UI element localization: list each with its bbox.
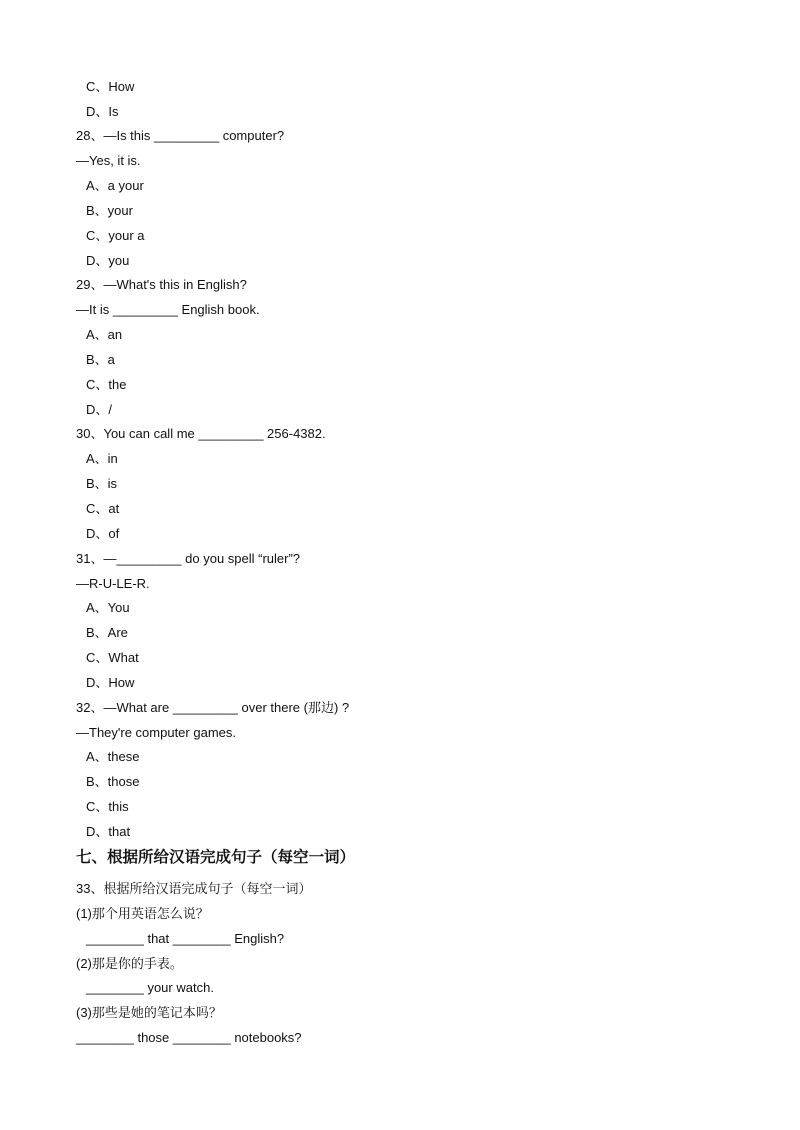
q30-option-c: C、at: [86, 501, 120, 516]
q32-option-c: C、this: [86, 799, 129, 814]
q33-part-3-prompt: (3)那些是她的笔记本吗？: [76, 1005, 222, 1020]
option-c-how: C、How: [86, 79, 135, 94]
option-d-is: D、Is: [86, 104, 119, 119]
question-28: 28、—Is this _________ computer?: [76, 128, 285, 143]
q33-part-3-blank-line: ________ those ________ notebooks?: [76, 1030, 302, 1045]
question-29-answer-line: —It is _________ English book.: [76, 302, 260, 317]
q32-option-b: B、those: [86, 774, 140, 789]
q29-option-d: D、/: [86, 402, 113, 417]
q28-option-d: D、you: [86, 253, 130, 268]
question-32-answer-line: —They're computer games.: [76, 725, 236, 740]
q29-option-a: A、an: [86, 327, 123, 342]
q33-part-1-prompt: (1)那个用英语怎么说？: [76, 906, 209, 921]
q32-option-d: D、that: [86, 824, 131, 839]
q28-option-b: B、your: [86, 203, 133, 218]
q29-option-c: C、the: [86, 377, 127, 392]
q28-option-a: A、a your: [86, 178, 144, 193]
q28-option-c: C、your a: [86, 228, 145, 243]
q30-option-a: A、in: [86, 451, 118, 466]
q31-option-d: D、How: [86, 675, 135, 690]
question-31-answer-line: —R-U-LE-R.: [76, 576, 150, 591]
q30-option-b: B、is: [86, 476, 118, 491]
q31-option-c: C、What: [86, 650, 139, 665]
q31-option-a: A、You: [86, 600, 130, 615]
q30-option-d: D、of: [86, 526, 120, 541]
q33-part-1-blank-line: ________ that ________ English?: [86, 931, 285, 946]
question-28-answer-line: —Yes, it is.: [76, 153, 141, 168]
question-33: 33、根据所给汉语完成句子（每空一词）: [76, 881, 312, 896]
q31-option-b: B、Are: [86, 625, 128, 640]
question-29: 29、—What's this in English?: [76, 277, 247, 292]
section-heading-7: 七、根据所给汉语完成句子（每空一词）: [76, 848, 356, 866]
question-30: 30、You can call me _________ 256-4382.: [76, 426, 326, 441]
q32-option-a: A、these: [86, 749, 140, 764]
q33-part-2-blank-line: ________ your watch.: [86, 980, 214, 995]
question-31: 31、—_________ do you spell “ruler”?: [76, 551, 301, 566]
question-32: 32、—What are _________ over there (那边) ?: [76, 700, 350, 715]
q33-part-2-prompt: (2)那是你的手表。: [76, 956, 183, 971]
q29-option-b: B、a: [86, 352, 115, 367]
